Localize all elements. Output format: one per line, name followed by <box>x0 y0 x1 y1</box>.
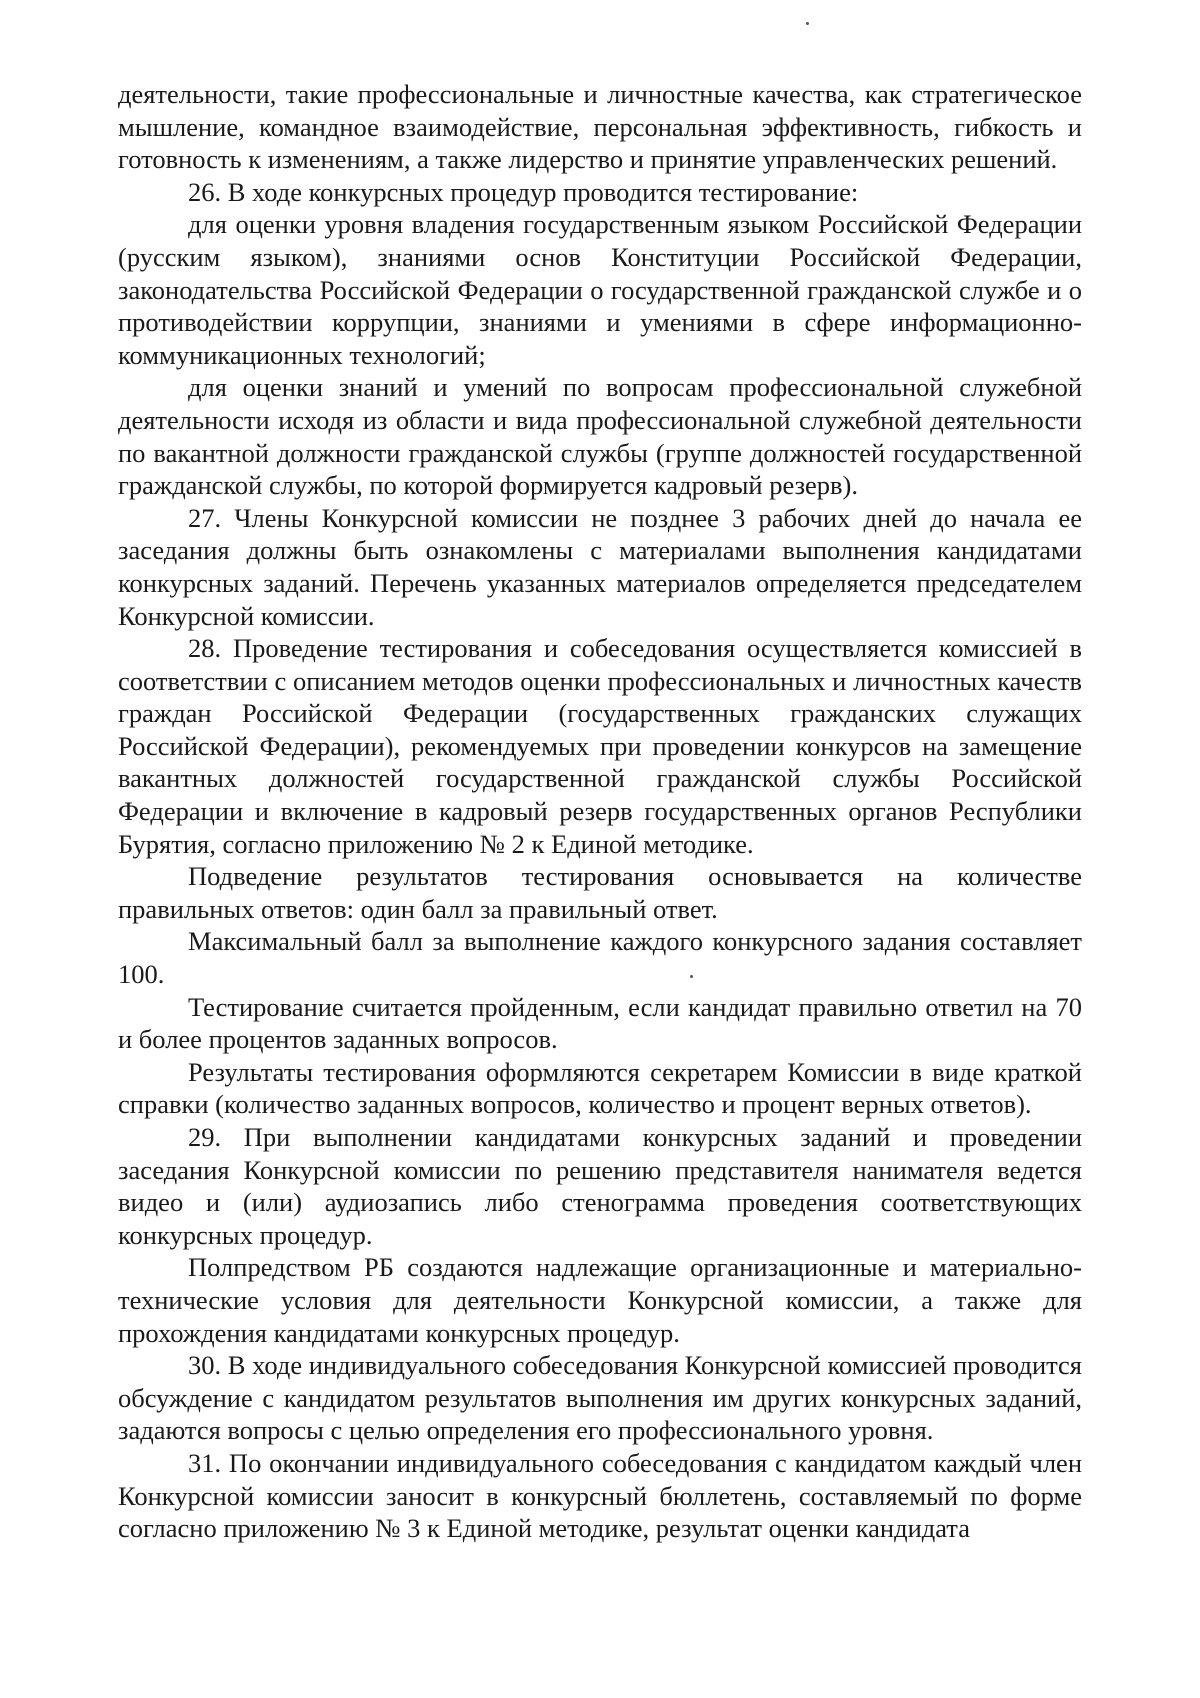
paragraph-continuation: деятельности, такие профессиональные и личностные качества, как стратегическое мышление, командное взаимодействие, персональная эффективность, гибкость и готовность к изменениям, а также лидерство и принятие управленческих решений. <box>118 79 1082 175</box>
paragraph-28-max-score: Максимальный балл за выполнение каждого конкурсного задания составляет 100. <box>118 926 1082 990</box>
scan-speck <box>806 22 809 25</box>
paragraph-28: 28. Проведение тестирования и собеседования осуществляется комиссией в соответствии с описанием методов оценки профессиональных и личностных качеств граждан Российской Федерации (государственных гражданских служащих Российской Федерации), рекомендуемых при проведении конкурсов на замещение вакантных должностей государственной гражданской службы Российской Федерации и включение в кадровый резерв государственных органов Республики Бурятия, согласно приложению № 2 к Единой методике. <box>118 633 1082 859</box>
paragraph-28-pass-threshold: Тестирование считается пройденным, если кандидат правильно ответил на 70 и более процентов заданных вопросов. <box>118 991 1082 1055</box>
paragraph-26-item-2: для оценки знаний и умений по вопросам профессиональной служебной деятельности исходя из области и вида профессиональной служебной деятельности по вакантной должности гражданской службы (группе должностей государственной гражданской службы, по которой формируется кадровый резерв). <box>118 372 1082 501</box>
paragraph-28-results: Результаты тестирования оформляются секретарем Комиссии в виде краткой справки (количество заданных вопросов, количество и процент верных ответов). <box>118 1056 1082 1120</box>
paragraph-26-item-1: для оценки уровня владения государственным языком Российской Федерации (русским языком), знаниями основ Конституции Российской Федерации, законодательства Российской Федерации о государственной гражданской службе и о противодействии коррупции, знаниями и умениями в сфере информационно-коммуникационных технологий; <box>118 209 1082 370</box>
paragraph-29: 29. При выполнении кандидатами конкурсных заданий и проведении заседания Конкурсной комиссии по решению представителя нанимателя ведется видео и (или) аудиозапись либо стенограмма проведения соответствующих конкурсных процедур. <box>118 1122 1082 1250</box>
paragraph-26: 26. В ходе конкурсных процедур проводится тестирование: <box>188 176 859 207</box>
document-page <box>118 78 1082 1545</box>
paragraph-29-conditions: Полпредством РБ создаются надлежащие организационные и материально-технические условия для деятельности Конкурсной комиссии, а также для прохождения кандидатами конкурсных процедур. <box>118 1252 1082 1348</box>
paragraph-31: 31. По окончании индивидуального собеседования с кандидатом каждый член Конкурсной комиссии заносит в конкурсный бюллетень, составляемый по форме согласно приложению № 3 к Единой методике, результат оценки кандидата <box>118 1447 1082 1544</box>
scan-speck <box>690 975 693 978</box>
paragraph-27: 27. Члены Конкурсной комиссии не позднее 3 рабочих дней до начала ее заседания должны быть ознакомлены с материалами выполнения кандидатами конкурсных заданий. Перечень указанных материалов определяется председателем Конкурсной комиссии. <box>118 502 1082 631</box>
paragraph-30: 30. В ходе индивидуального собеседования Конкурсной комиссией проводится обсуждение с кандидатом результатов выполнения им других конкурсных заданий, задаются вопросы с целью определения его профессионального уровня. <box>118 1350 1082 1446</box>
paragraph-28-scoring: Подведение результатов тестирования основывается на количестве правильных ответов: один балл за правильный ответ. <box>118 861 1082 924</box>
